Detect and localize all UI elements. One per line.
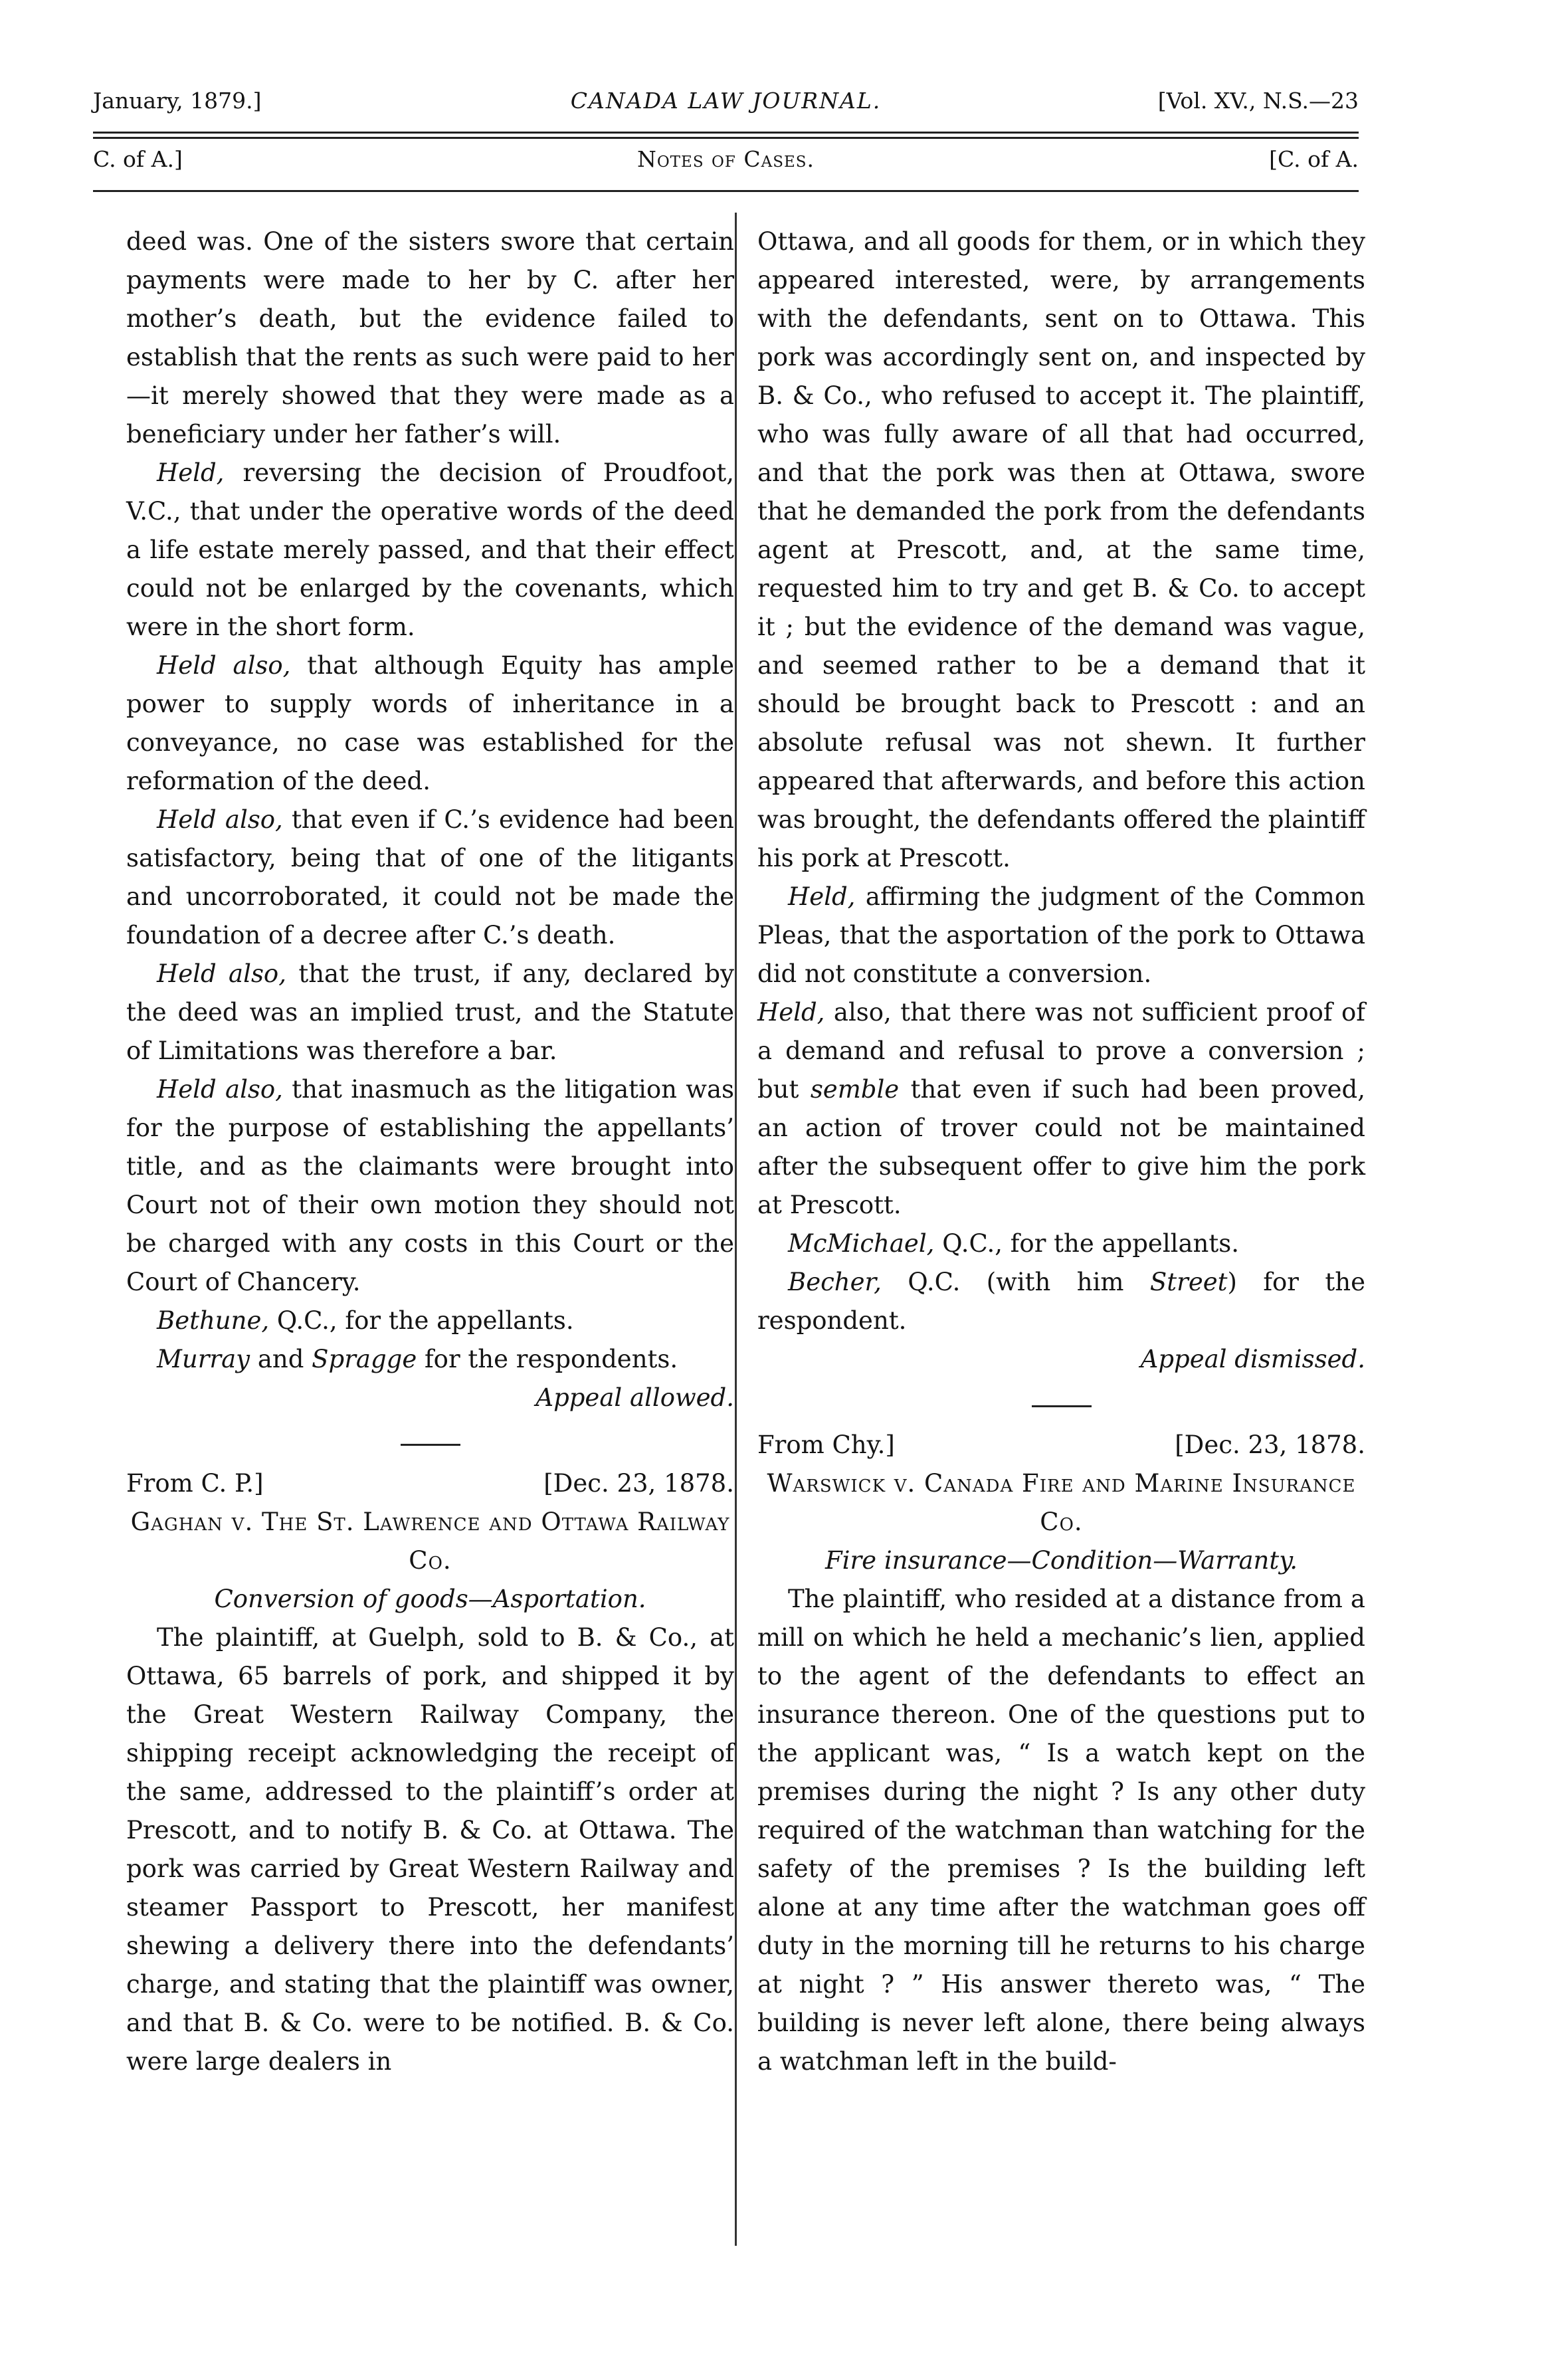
paragraph-text: affirming the judgment of the Common Pleas, that the asportation of the pork to Ottawa did not constitute a conversion. — [757, 882, 1365, 988]
counsel-text: Q.C., for the appellants. — [934, 1229, 1239, 1258]
counsel-name: Murray — [157, 1345, 250, 1373]
paragraph-text: that inasmuch as the litigation was for the purpose of establishing the appellants’ title, and as the claimants were brought into Court not of their own motion they should not be charged with any costs in this Court or the Court of Chancery. — [126, 1075, 734, 1296]
counsel-text: for the respondents. — [417, 1345, 678, 1373]
header-rule-top — [93, 132, 1359, 134]
paragraph — [757, 878, 1365, 993]
paragraph — [757, 993, 1365, 1225]
held-lead: Held also, — [157, 959, 286, 988]
counsel-text: ) for the respondent. — [757, 1268, 1365, 1335]
case-court: From Chy.] — [757, 1431, 895, 1459]
case-court: From C. P.] — [126, 1469, 264, 1498]
case-separator — [401, 1444, 460, 1446]
column-divider — [735, 213, 737, 2246]
counsel-name: Spragge — [312, 1345, 417, 1373]
paragraph — [126, 646, 734, 801]
paragraph: The plaintiff, at Guelph, sold to B. & Co., at Ottawa, 65 barrels of pork, and shipped it by the Great Western Railway Company, the shipping receipt acknowledging the receipt of the same, addressed to the plaintiff’s order at Prescott, and to notify B. & Co. at Ottawa. The pork was carried by Great Western Railway and steamer Passport to Prescott, her manifest shewing a delivery there into the defendants’ charge, and stating that the plaintiff was owner, and that B. & Co. were to be notified. B. & Co. were large dealers in — [126, 1623, 734, 2076]
held-lead: Held also, — [157, 1075, 283, 1104]
paragraph: deed was. One of the sisters swore that certain payments were made to her by C. after her mother’s death, but the evidence failed to establish that the rents as such were paid to her—it merely showed that they were made as a beneficiary under her father’s will. — [126, 227, 734, 448]
paragraph-text: reversing the decision of Proudfoot, V.C., that under the operative words of the deed a life estate merely passed, and that their effect could not be enlarged by the covenants, which were in the short form. — [126, 458, 734, 641]
counsel-name: Bethune, — [157, 1306, 270, 1335]
paragraph-text: that even if C.’s evidence had been satisfactory, being that of one of the litigants and uncorroborated, it could not be made the foundation of a decree after C.’s death. — [126, 805, 734, 949]
held-lead: Held, — [157, 458, 225, 487]
case-separator — [1032, 1405, 1092, 1407]
section-title: Notes of Cases. — [636, 146, 815, 172]
case-subtitle: Conversion of goods—Asportation. — [214, 1585, 646, 1613]
paragraph — [126, 801, 734, 955]
case-subtitle: Fire insurance—Condition—Warranty. — [824, 1546, 1298, 1575]
semble-term: semble — [810, 1075, 900, 1104]
section-rule — [93, 190, 1359, 192]
section-court-right: [C. of A. — [1269, 146, 1359, 172]
counsel-text: and — [250, 1345, 312, 1373]
paragraph-text: that even if such had been proved, an action of trover could not be maintained after the subsequent offer to give him the pork at Prescott. — [757, 1075, 1365, 1219]
paragraph-text: also, that there was not sufficient proof of a demand and refusal to prove a conversion ; but — [757, 998, 1365, 1104]
paragraph — [126, 1070, 734, 1302]
header-date: January, 1879.] — [93, 88, 262, 114]
counsel-line — [757, 1263, 1365, 1340]
held-lead: Held, — [757, 998, 825, 1027]
case-title: Warswick v. Canada Fire and Marine Insurance Co. — [767, 1469, 1356, 1536]
paragraph — [126, 955, 734, 1070]
counsel-name: Becher, — [788, 1268, 882, 1296]
paragraph-text: that although Equity has ample power to supply words of inheritance in a conveyance, no case was established for the reformation of the deed. — [126, 651, 734, 795]
counsel-text: Q.C. (with him — [881, 1268, 1150, 1296]
paragraph: The plaintiff, who resided at a distance from a mill on which he held a mechanic’s lien, applied to the agent of the defendants to effect an insurance thereon. One of the questions put to the applicant was, “ Is a watch kept on the premises during the night ? Is any other duty required of the watchman than watching for the safety of the premises ? Is the building left alone at any time after the watchman goes off duty in the morning till he returns to his charge at night ? ” His answer thereto was, “ The building is never left alone, there being always a watchman left in the build- — [757, 1585, 1365, 2076]
case-result: Appeal allowed. — [535, 1383, 734, 1412]
section-header — [93, 146, 1359, 176]
case-date: [Dec. 23, 1878. — [1175, 1431, 1365, 1459]
held-lead: Held, — [788, 882, 856, 911]
case-result: Appeal dismissed. — [1140, 1345, 1365, 1373]
volume-page: [Vol. XV., N.S.—23 — [1157, 88, 1359, 114]
running-header — [93, 88, 1359, 118]
held-lead: Held also, — [157, 651, 291, 680]
column-left — [126, 223, 734, 2081]
case-date: [Dec. 23, 1878. — [543, 1469, 734, 1498]
counsel-line — [126, 1302, 734, 1340]
paragraph-text: that the trust, if any, declared by the deed was an implied trust, and the Statute of Limitations was therefore a bar. — [126, 959, 734, 1065]
journal-title: CANADA LAW JOURNAL. — [570, 88, 882, 114]
counsel-name: McMichael, — [788, 1229, 935, 1258]
paragraph: Ottawa, and all goods for them, or in which they appeared interested, were, by arrangements with the defendants, sent on to Ottawa. This pork was accordingly sent on, and inspected by B. & Co., who refused to accept it. The plaintiff, who was fully aware of all that had occurred, and that the pork was then at Ottawa, swore that he demanded the pork from the defendants agent at Prescott, and, at the same time, requested him to try and get B. & Co. to accept it ; but the evidence of the demand was vague, and seemed rather to be a demand that it should be brought back to Prescott : and an absolute refusal was not shewn. It further appeared that afterwards, and before this action was brought, the defendants offered the plaintiff his pork at Prescott. — [757, 227, 1365, 872]
header-rule-bottom — [93, 137, 1359, 139]
counsel-name: Street — [1149, 1268, 1228, 1296]
column-right — [757, 223, 1365, 2081]
counsel-line — [126, 1340, 734, 1379]
paragraph — [126, 454, 734, 646]
case-origin — [757, 1426, 1365, 1464]
section-court-left: C. of A.] — [93, 146, 183, 172]
case-origin — [126, 1464, 734, 1503]
case-title: Gaghan v. The St. Lawrence and Ottawa Railway Co. — [130, 1508, 730, 1575]
counsel-line — [757, 1225, 1365, 1263]
counsel-text: Q.C., for the appellants. — [269, 1306, 574, 1335]
held-lead: Held also, — [157, 805, 283, 834]
